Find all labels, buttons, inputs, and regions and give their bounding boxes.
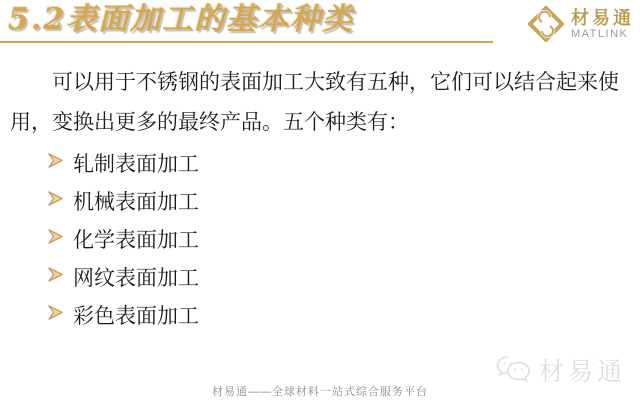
watermark	[494, 352, 626, 388]
matlink-diamond-icon	[525, 4, 567, 44]
arrow-bullet-icon	[47, 152, 73, 174]
wechat-icon	[494, 353, 534, 387]
matlink-logo	[525, 4, 634, 44]
list-item-label: 机械表面加工	[73, 191, 199, 214]
list-item	[47, 296, 199, 334]
logo-name: 材易通	[571, 7, 634, 28]
watermark-text: 材易通	[538, 358, 626, 386]
arrow-bullet-icon	[47, 228, 73, 250]
logo-text-block	[571, 9, 634, 40]
list-item-label: 化学表面加工	[73, 229, 199, 252]
footer-tagline: 材易通——全球材料一站式综合服务平台	[212, 386, 428, 398]
list-item-label: 轧制表面加工	[73, 153, 199, 176]
page-title: 5.2表面加工的基本种类	[8, 2, 355, 37]
logo-subname: MATLINK	[571, 27, 629, 40]
bullet-list	[47, 144, 199, 334]
list-item-label: 网纹表面加工	[73, 267, 199, 290]
arrow-bullet-icon	[47, 304, 73, 326]
list-item	[47, 182, 199, 220]
intro-paragraph-line2: 用，变换出更多的最终产品。五个种类有：	[10, 111, 409, 134]
list-item	[47, 258, 199, 296]
list-item-label: 彩色表面加工	[73, 305, 199, 328]
list-item	[47, 144, 199, 182]
arrow-bullet-icon	[47, 190, 73, 212]
intro-paragraph-line1: 可以用于不锈钢的表面加工大致有五种，它们可以结合起来使	[52, 71, 619, 94]
list-item	[47, 220, 199, 258]
title-underline	[0, 41, 493, 43]
arrow-bullet-icon	[47, 266, 73, 288]
